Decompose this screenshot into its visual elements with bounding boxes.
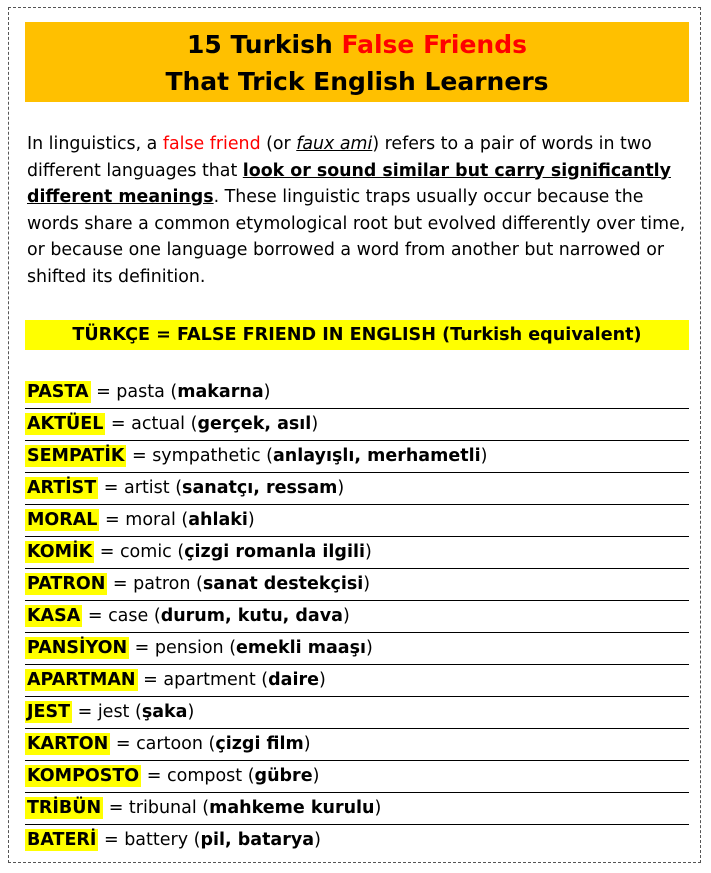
- list-item: [25, 441, 689, 473]
- closing-paren: ): [364, 542, 372, 562]
- turkish-word: KOMİK: [27, 542, 93, 562]
- closing-paren: ): [314, 830, 321, 850]
- intro-text-1: In linguistics, a: [27, 134, 163, 154]
- list-item: [25, 825, 689, 856]
- intro-paragraph: [27, 131, 687, 290]
- english-word-segment: = battery (: [98, 830, 201, 850]
- english-word: tribunal: [128, 798, 197, 818]
- english-word-segment: = actual (: [105, 414, 198, 434]
- english-word: case: [108, 606, 149, 626]
- intro-text-7: . These linguistic traps usually occur because the words share a common etymological root but evolved differently over time, or because one language borrowed a word from another but narrowed or shifted its definition.: [27, 187, 686, 287]
- list-item: [25, 793, 689, 825]
- english-word: pension: [154, 638, 224, 658]
- turkish-word: BATERİ: [27, 830, 97, 850]
- turkish-word: PATRON: [27, 574, 106, 594]
- list-item: [25, 505, 689, 537]
- list-item: [25, 409, 689, 441]
- intro-text-3: (or: [260, 134, 297, 154]
- english-word-segment: = pension (: [129, 638, 237, 658]
- section-header: TÜRKÇE = FALSE FRIEND IN ENGLISH (Turkish equivalent): [25, 320, 689, 350]
- word-list: [25, 377, 689, 856]
- turkish-equivalent: ahlaki: [188, 510, 248, 530]
- english-word: compost: [166, 766, 243, 786]
- turkish-word: JEST: [27, 702, 71, 722]
- closing-paren: ): [374, 798, 382, 818]
- turkish-equivalent: anlayışlı, merhametli: [273, 446, 481, 466]
- closing-paren: ): [263, 382, 271, 402]
- turkish-equivalent: daire: [268, 670, 319, 690]
- closing-paren: ): [342, 606, 350, 626]
- list-item: [25, 473, 689, 505]
- intro-false-friend: false friend: [162, 134, 261, 154]
- english-word: pasta: [116, 382, 165, 402]
- english-word: comic: [119, 542, 172, 562]
- list-item: [25, 569, 689, 601]
- english-word-segment: = case (: [82, 606, 161, 626]
- closing-paren: ): [247, 510, 255, 530]
- turkish-word: PASTA: [27, 382, 89, 402]
- turkish-word: PANSİYON: [27, 638, 128, 658]
- english-word-segment: = tribunal (: [103, 798, 210, 818]
- list-item: [25, 729, 689, 761]
- turkish-word: SEMPATİK: [27, 446, 125, 466]
- turkish-word: KASA: [27, 606, 81, 626]
- closing-paren: ): [318, 670, 326, 690]
- list-item: [25, 761, 689, 793]
- title-banner: [25, 22, 689, 102]
- turkish-equivalent: pil, batarya: [200, 830, 315, 850]
- english-word: actual: [131, 414, 186, 434]
- intro-text-5: ) refers to a pair of words in two different languages that: [27, 134, 652, 181]
- closing-paren: ): [363, 574, 371, 594]
- intro-emphasis: look or sound similar but carry significantly different meanings: [27, 160, 671, 207]
- english-word-segment: = artist (: [98, 478, 183, 498]
- title-line-2: That Trick English Learners: [165, 67, 549, 96]
- english-word-segment: = apartment (: [137, 670, 269, 690]
- english-word: artist: [124, 478, 170, 498]
- turkish-equivalent: sanatçı, ressam: [182, 478, 338, 498]
- title-prefix: 15 Turkish: [186, 30, 342, 59]
- list-item: [25, 601, 689, 633]
- closing-paren: ): [480, 446, 488, 466]
- turkish-equivalent: sanat destekçisi: [202, 574, 364, 594]
- list-item: [25, 377, 689, 409]
- list-item: [25, 697, 689, 729]
- english-word: apartment: [163, 670, 256, 690]
- english-word-segment: = moral (: [99, 510, 189, 530]
- english-word-segment: = jest (: [72, 702, 142, 722]
- english-word-segment: = sympathetic (: [126, 446, 273, 466]
- turkish-word: MORAL: [27, 510, 98, 530]
- english-word: sympathetic: [152, 446, 261, 466]
- list-item: [25, 665, 689, 697]
- closing-paren: ): [337, 478, 345, 498]
- turkish-word: ARTİST: [27, 478, 97, 498]
- english-word-segment: = patron (: [107, 574, 203, 594]
- list-item: [25, 633, 689, 665]
- turkish-equivalent: durum, kutu, dava: [160, 606, 343, 626]
- turkish-word: AKTÜEL: [27, 414, 104, 434]
- turkish-equivalent: gübre: [254, 766, 313, 786]
- list-item: [25, 537, 689, 569]
- turkish-equivalent: emekli maaşı: [236, 638, 367, 658]
- turkish-word: KARTON: [27, 734, 109, 754]
- title-highlight: False Friends: [341, 30, 527, 59]
- english-word-segment: = cartoon (: [110, 734, 216, 754]
- english-word: patron: [133, 574, 191, 594]
- turkish-word: APARTMAN: [27, 670, 136, 690]
- english-word-segment: = compost (: [141, 766, 255, 786]
- turkish-equivalent: mahkeme kurulu: [209, 798, 375, 818]
- closing-paren: ): [312, 766, 320, 786]
- english-word-segment: = pasta (: [90, 382, 178, 402]
- turkish-equivalent: çizgi romanla ilgili: [184, 542, 365, 562]
- turkish-equivalent: çizgi film: [215, 734, 304, 754]
- intro-faux-ami: faux ami: [296, 134, 373, 154]
- turkish-word: TRİBÜN: [27, 798, 102, 818]
- english-word: battery: [124, 830, 189, 850]
- closing-paren: ): [311, 414, 319, 434]
- turkish-equivalent: makarna: [177, 382, 264, 402]
- turkish-equivalent: gerçek, asıl: [197, 414, 312, 434]
- turkish-equivalent: şaka: [141, 702, 188, 722]
- english-word: jest: [97, 702, 130, 722]
- turkish-word: KOMPOSTO: [27, 766, 140, 786]
- english-word: cartoon: [136, 734, 203, 754]
- closing-paren: ): [303, 734, 311, 754]
- closing-paren: ): [366, 638, 373, 658]
- english-word-segment: = comic (: [94, 542, 185, 562]
- closing-paren: ): [187, 702, 195, 722]
- english-word: moral: [125, 510, 176, 530]
- title-line-1: [25, 26, 689, 63]
